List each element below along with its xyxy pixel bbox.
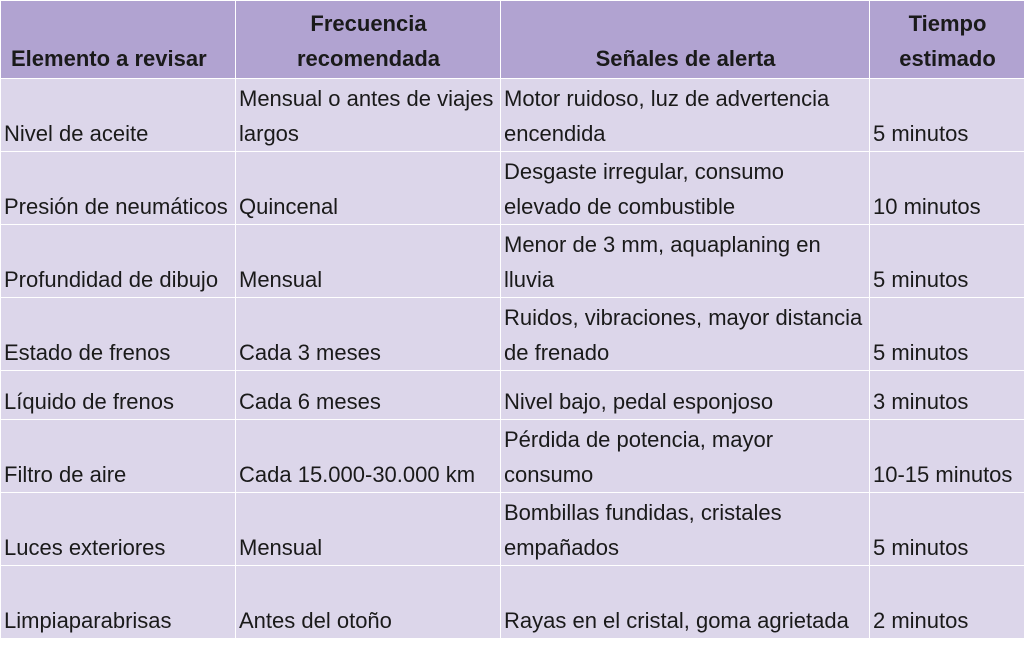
cell-tiempo: 5 minutos bbox=[870, 493, 1024, 566]
cell-frecuencia: Mensual bbox=[236, 493, 501, 566]
cell-frecuencia: Cada 6 meses bbox=[236, 371, 501, 420]
cell-elemento: Limpiaparabrisas bbox=[1, 566, 236, 639]
cell-tiempo: 5 minutos bbox=[870, 79, 1024, 152]
cell-senales: Bombillas fundidas, cristales empañados bbox=[501, 493, 870, 566]
table-row bbox=[1, 420, 1024, 493]
cell-elemento: Profundidad de dibujo bbox=[1, 225, 236, 298]
table-row bbox=[1, 493, 1024, 566]
cell-tiempo: 5 minutos bbox=[870, 225, 1024, 298]
table-row bbox=[1, 371, 1024, 420]
cell-senales: Motor ruidoso, luz de advertencia encendida bbox=[501, 79, 870, 152]
header-tiempo: Tiempo estimado bbox=[870, 1, 1024, 79]
cell-senales: Nivel bajo, pedal esponjoso bbox=[501, 371, 870, 420]
cell-frecuencia: Quincenal bbox=[236, 152, 501, 225]
cell-tiempo: 10-15 minutos bbox=[870, 420, 1024, 493]
cell-frecuencia: Mensual bbox=[236, 225, 501, 298]
cell-senales: Rayas en el cristal, goma agrietada bbox=[501, 566, 870, 639]
table-row bbox=[1, 225, 1024, 298]
cell-frecuencia: Antes del otoño bbox=[236, 566, 501, 639]
table-row bbox=[1, 152, 1024, 225]
header-senales: Señales de alerta bbox=[501, 1, 870, 79]
cell-elemento: Presión de neumáticos bbox=[1, 152, 236, 225]
cell-tiempo: 2 minutos bbox=[870, 566, 1024, 639]
cell-frecuencia: Cada 3 meses bbox=[236, 298, 501, 371]
cell-elemento: Nivel de aceite bbox=[1, 79, 236, 152]
cell-tiempo: 5 minutos bbox=[870, 298, 1024, 371]
cell-elemento: Estado de frenos bbox=[1, 298, 236, 371]
table-row bbox=[1, 298, 1024, 371]
header-frecuencia: Frecuencia recomendada bbox=[236, 1, 501, 79]
cell-tiempo: 10 minutos bbox=[870, 152, 1024, 225]
cell-elemento: Filtro de aire bbox=[1, 420, 236, 493]
cell-senales: Desgaste irregular, consumo elevado de combustible bbox=[501, 152, 870, 225]
cell-senales: Menor de 3 mm, aquaplaning en lluvia bbox=[501, 225, 870, 298]
cell-senales: Ruidos, vibraciones, mayor distancia de frenado bbox=[501, 298, 870, 371]
table-header-row bbox=[1, 1, 1024, 79]
cell-elemento: Luces exteriores bbox=[1, 493, 236, 566]
cell-elemento: Líquido de frenos bbox=[1, 371, 236, 420]
header-elemento: Elemento a revisar bbox=[1, 1, 236, 79]
table-row bbox=[1, 566, 1024, 639]
table-row bbox=[1, 79, 1024, 152]
cell-frecuencia: Cada 15.000-30.000 km bbox=[236, 420, 501, 493]
cell-senales: Pérdida de potencia, mayor consumo bbox=[501, 420, 870, 493]
cell-frecuencia: Mensual o antes de viajes largos bbox=[236, 79, 501, 152]
cell-tiempo: 3 minutos bbox=[870, 371, 1024, 420]
